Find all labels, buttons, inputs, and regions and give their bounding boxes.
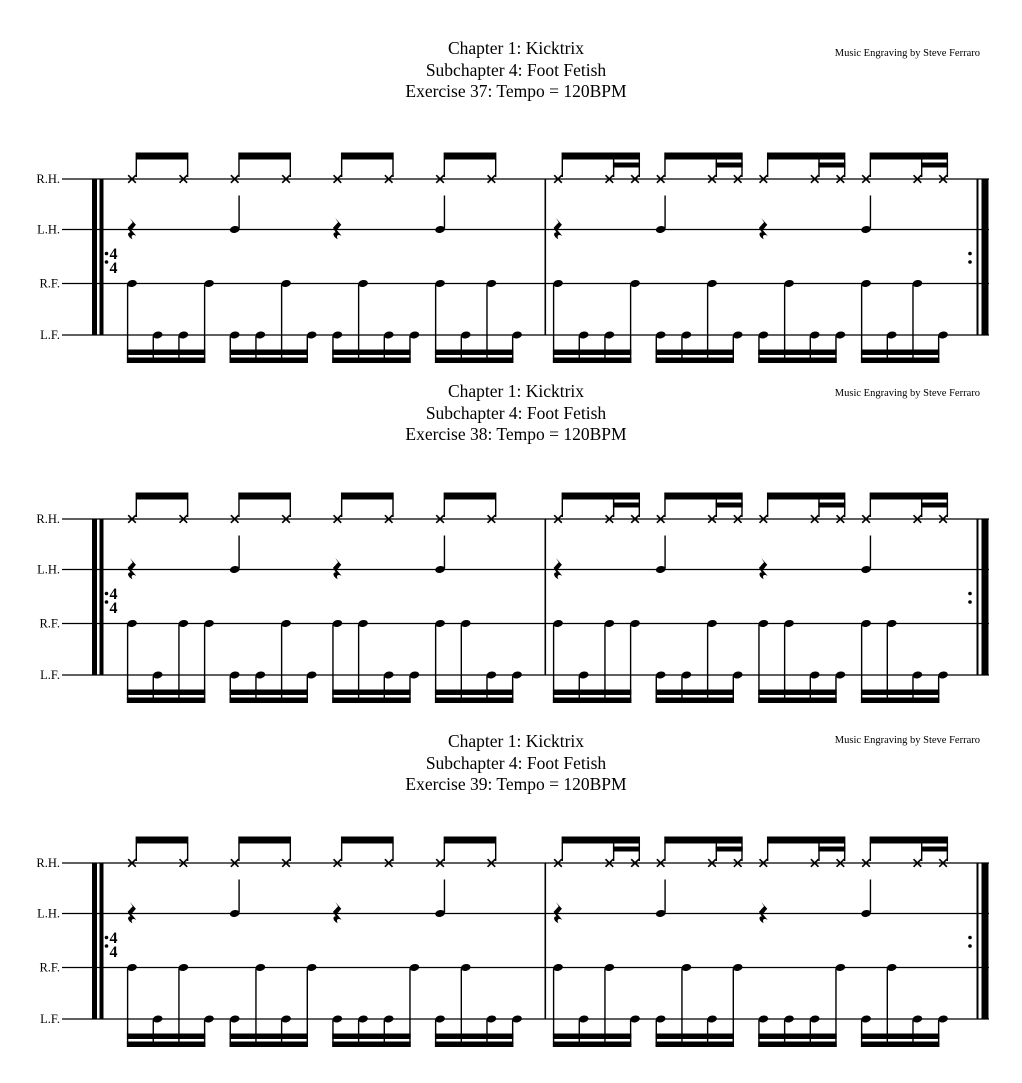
hihat-beam-sixteenth bbox=[921, 847, 948, 852]
foot-beam-primary bbox=[230, 350, 308, 356]
begin-repeat-barline bbox=[100, 863, 104, 1019]
exercise-title: Exercise 37: Tempo = 120BPM bbox=[405, 81, 627, 102]
quarter-rest bbox=[554, 558, 563, 579]
foot-beam-primary bbox=[758, 690, 836, 696]
barline bbox=[545, 179, 547, 335]
staff-label: L.H. bbox=[37, 222, 60, 237]
subchapter-title: Subchapter 4: Foot Fetish bbox=[425, 59, 607, 80]
foot-beam-primary bbox=[127, 1034, 205, 1040]
hihat-beam-sixteenth bbox=[921, 163, 948, 168]
quarter-rest bbox=[333, 218, 342, 239]
end-repeat-thick-barline bbox=[982, 863, 989, 1019]
quarter-rest bbox=[554, 902, 563, 923]
foot-beam-primary bbox=[435, 690, 513, 696]
hihat-beam-primary bbox=[238, 837, 291, 844]
foot-beam-secondary bbox=[758, 698, 836, 704]
engraving-credit: Music Engraving by Steve Ferraro bbox=[834, 735, 980, 746]
foot-beam-secondary bbox=[127, 1042, 205, 1048]
hihat-beam-primary bbox=[767, 153, 845, 160]
hihat-beam-sixteenth bbox=[613, 163, 640, 168]
repeat-dot bbox=[968, 944, 972, 948]
chapter-title: Chapter 1: Kicktrix bbox=[447, 731, 585, 751]
foot-beam-primary bbox=[861, 350, 939, 356]
repeat-dot bbox=[105, 936, 109, 940]
begin-repeat-barline bbox=[92, 863, 97, 1019]
chapter-title: Chapter 1: Kicktrix bbox=[447, 38, 585, 58]
hihat-beam-sixteenth bbox=[716, 163, 743, 168]
hihat-beam-primary bbox=[136, 153, 189, 160]
barline bbox=[545, 863, 547, 1019]
hihat-beam-primary bbox=[562, 153, 640, 160]
foot-beam-primary bbox=[435, 1034, 513, 1040]
repeat-dot bbox=[105, 252, 109, 256]
quarter-rest bbox=[759, 558, 768, 579]
time-signature-numerator: 4 bbox=[109, 930, 118, 947]
end-repeat-thin-barline bbox=[977, 863, 979, 1019]
end-repeat-thick-barline bbox=[982, 519, 989, 675]
foot-beam-secondary bbox=[127, 358, 205, 364]
foot-beam-primary bbox=[861, 690, 939, 696]
begin-repeat-barline bbox=[100, 179, 104, 335]
begin-repeat-barline bbox=[100, 519, 104, 675]
repeat-dot bbox=[105, 944, 109, 948]
hihat-beam-primary bbox=[238, 153, 291, 160]
staff-label: R.F. bbox=[39, 616, 60, 631]
time-signature-denominator: 4 bbox=[109, 260, 118, 277]
staff-label: R.H. bbox=[36, 172, 60, 186]
foot-beam-primary bbox=[435, 350, 513, 356]
hihat-beam-primary bbox=[870, 837, 948, 844]
hihat-beam-sixteenth bbox=[818, 503, 845, 508]
foot-beam-secondary bbox=[656, 698, 734, 704]
foot-beam-primary bbox=[127, 350, 205, 356]
hihat-beam-primary bbox=[136, 493, 189, 500]
foot-beam-primary bbox=[553, 1034, 631, 1040]
staff-system bbox=[36, 837, 989, 1048]
hihat-beam-primary bbox=[870, 493, 948, 500]
foot-beam-primary bbox=[332, 1034, 410, 1040]
repeat-dot bbox=[105, 592, 109, 596]
hihat-beam-primary bbox=[562, 837, 640, 844]
foot-beam-primary bbox=[656, 1034, 734, 1040]
hihat-beam-primary bbox=[767, 837, 845, 844]
quarter-rest bbox=[128, 902, 137, 923]
time-signature-denominator: 4 bbox=[109, 600, 118, 617]
quarter-rest bbox=[128, 218, 137, 239]
staff-label: L.F. bbox=[40, 1012, 60, 1026]
foot-beam-secondary bbox=[656, 358, 734, 364]
hihat-beam-primary bbox=[444, 493, 497, 500]
hihat-beam-primary bbox=[664, 153, 742, 160]
hihat-beam-primary bbox=[664, 493, 742, 500]
hihat-beam-primary bbox=[870, 153, 948, 160]
time-signature-numerator: 4 bbox=[109, 246, 118, 263]
foot-beam-secondary bbox=[861, 1042, 939, 1048]
foot-beam-secondary bbox=[332, 698, 410, 704]
foot-beam-primary bbox=[230, 1034, 308, 1040]
foot-beam-secondary bbox=[861, 358, 939, 364]
quarter-rest bbox=[759, 218, 768, 239]
barline bbox=[545, 519, 547, 675]
foot-beam-primary bbox=[758, 350, 836, 356]
foot-beam-secondary bbox=[553, 1042, 631, 1048]
engraving-credit: Music Engraving by Steve Ferraro bbox=[834, 48, 980, 59]
repeat-dot bbox=[968, 592, 972, 596]
repeat-dot bbox=[105, 260, 109, 264]
staff-system bbox=[36, 153, 989, 364]
staff-label: L.H. bbox=[37, 906, 60, 921]
foot-beam-secondary bbox=[435, 358, 513, 364]
hihat-beam-primary bbox=[238, 493, 291, 500]
engraving-credit: Music Engraving by Steve Ferraro bbox=[834, 388, 980, 399]
subchapter-title: Subchapter 4: Foot Fetish bbox=[425, 402, 607, 423]
foot-beam-secondary bbox=[758, 1042, 836, 1048]
repeat-dot bbox=[968, 252, 972, 256]
foot-beam-primary bbox=[230, 690, 308, 696]
foot-beam-primary bbox=[656, 690, 734, 696]
time-signature-numerator: 4 bbox=[109, 586, 118, 603]
begin-repeat-barline bbox=[92, 519, 97, 675]
foot-beam-secondary bbox=[758, 358, 836, 364]
foot-beam-secondary bbox=[230, 698, 308, 704]
staff-label: R.H. bbox=[36, 856, 60, 870]
staff-label: R.F. bbox=[39, 960, 60, 975]
staff-label: L.F. bbox=[40, 328, 60, 342]
foot-beam-secondary bbox=[435, 1042, 513, 1048]
foot-beam-secondary bbox=[332, 358, 410, 364]
foot-beam-primary bbox=[332, 690, 410, 696]
foot-beam-primary bbox=[553, 350, 631, 356]
hihat-beam-primary bbox=[767, 493, 845, 500]
hihat-beam-primary bbox=[341, 837, 394, 844]
hihat-beam-primary bbox=[136, 837, 189, 844]
repeat-dot bbox=[968, 936, 972, 940]
end-repeat-thin-barline bbox=[977, 519, 979, 675]
foot-beam-primary bbox=[127, 690, 205, 696]
foot-beam-primary bbox=[332, 350, 410, 356]
hihat-beam-sixteenth bbox=[921, 503, 948, 508]
time-signature-denominator: 4 bbox=[109, 944, 118, 961]
chapter-title: Chapter 1: Kicktrix bbox=[447, 381, 585, 401]
end-repeat-thin-barline bbox=[977, 179, 979, 335]
hihat-beam-primary bbox=[562, 493, 640, 500]
quarter-rest bbox=[759, 902, 768, 923]
foot-beam-primary bbox=[861, 1034, 939, 1040]
quarter-rest bbox=[554, 218, 563, 239]
hihat-beam-primary bbox=[664, 837, 742, 844]
foot-beam-primary bbox=[656, 350, 734, 356]
quarter-rest bbox=[128, 558, 137, 579]
begin-repeat-barline bbox=[92, 179, 97, 335]
staff-system bbox=[36, 493, 989, 704]
staff-label: R.H. bbox=[36, 512, 60, 526]
foot-beam-secondary bbox=[553, 358, 631, 364]
repeat-dot bbox=[968, 600, 972, 604]
foot-beam-secondary bbox=[435, 698, 513, 704]
hihat-beam-sixteenth bbox=[818, 163, 845, 168]
hihat-beam-sixteenth bbox=[613, 847, 640, 852]
exercise-title: Exercise 39: Tempo = 120BPM bbox=[405, 774, 627, 795]
hihat-beam-sixteenth bbox=[613, 503, 640, 508]
hihat-beam-sixteenth bbox=[716, 847, 743, 852]
foot-beam-secondary bbox=[127, 698, 205, 704]
staff-label: L.F. bbox=[40, 668, 60, 682]
repeat-dot bbox=[968, 260, 972, 264]
staff-label: L.H. bbox=[37, 562, 60, 577]
foot-beam-secondary bbox=[230, 1042, 308, 1048]
foot-beam-secondary bbox=[553, 698, 631, 704]
repeat-dot bbox=[105, 600, 109, 604]
exercise-title: Exercise 38: Tempo = 120BPM bbox=[405, 424, 627, 445]
staff-label: R.F. bbox=[39, 276, 60, 291]
foot-beam-secondary bbox=[332, 1042, 410, 1048]
foot-beam-secondary bbox=[230, 358, 308, 364]
hihat-beam-sixteenth bbox=[818, 847, 845, 852]
quarter-rest bbox=[333, 558, 342, 579]
hihat-beam-primary bbox=[341, 153, 394, 160]
quarter-rest bbox=[333, 902, 342, 923]
end-repeat-thick-barline bbox=[982, 179, 989, 335]
foot-beam-secondary bbox=[656, 1042, 734, 1048]
hihat-beam-primary bbox=[444, 153, 497, 160]
foot-beam-secondary bbox=[861, 698, 939, 704]
hihat-beam-sixteenth bbox=[716, 503, 743, 508]
foot-beam-primary bbox=[758, 1034, 836, 1040]
hihat-beam-primary bbox=[444, 837, 497, 844]
hihat-beam-primary bbox=[341, 493, 394, 500]
subchapter-title: Subchapter 4: Foot Fetish bbox=[425, 752, 607, 773]
foot-beam-primary bbox=[553, 690, 631, 696]
